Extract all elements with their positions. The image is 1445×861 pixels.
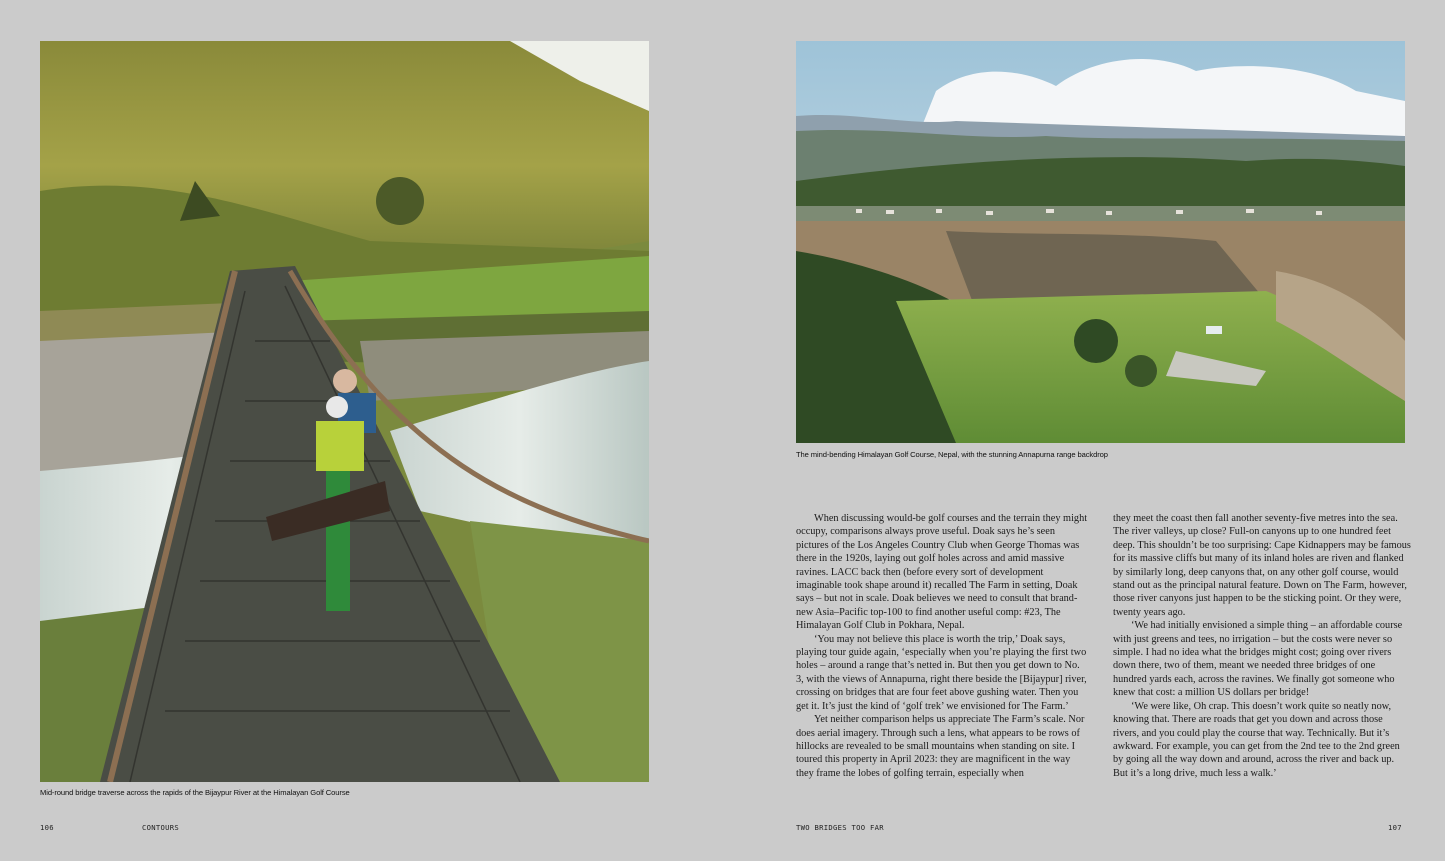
section-title-left: CONTOURS xyxy=(142,823,180,832)
article-paragraph: When discussing would-be golf courses and the terrain they might occupy, comparisons always prove useful. Doak says he’s seen pictures of the Los Angeles Country Club when George Thomas was there in the 1920s, laying out golf holes across and amid massive ravines. LACC back then (before every sort of development imaginable took shape around it) recalled The Farm in setting, Doak says – but not in scale. Doak believes we need to consult that brand-new Asia–Pacific top-100 to find another useful comp: #23, The Himalayan Golf Club in Pokhara, Nepal. xyxy=(796,513,1088,632)
bridge-river-illustration xyxy=(40,41,649,782)
article-paragraph: Yet neither comparison helps us appreciate The Farm’s scale. Nor does aerial imagery. Through such a lens, what appears to be rows of hillocks are revealed to be small mountains when standing on site. I toured this property in April 2023: they are magnificent in the way they frame the lobes of golfing terrain, especially when xyxy=(796,714,1085,779)
page-number-left: 106 xyxy=(40,823,54,832)
article-paragraph: ‘We were like, Oh crap. This doesn’t work quite so neatly now, knowing that. There are roads that get you down and across those rivers, and you could play the course that way. Technically. But it’s awkward. For example, you can get from the 2nd tee to the 2nd green by going all the way down and around, across the river and back up. But it’s a long drive, much less a walk.’ xyxy=(1113,700,1400,779)
article-paragraph: ‘You may not believe this place is worth the trip,’ Doak says, playing tour guide again, ‘especially when you’re playing the first two holes – around a range that’s netted in. But then you get down to No. 3, with the views of Annapurna, right there beside the [Bijaypur] river, crossing on bridges that are four feet above gushing water. Then you get it. It’s just the kind of ‘golf trek’ we envisioned for The Farm.’ xyxy=(796,633,1087,712)
right-photo-caption: The mind-bending Himalayan Golf Course, Nepal, with the stunning Annapurna range backdrop xyxy=(796,450,1108,459)
left-photo-caption: Mid-round bridge traverse across the rapids of the Bijaypur River at the Himalayan Golf Course xyxy=(40,788,350,797)
article-paragraph: they meet the coast then fall another seventy-five metres into the sea. The river valleys, up close? Full-on canyons up to one hundred feet deep. This shouldn’t be too surprising: Cape Kidnappers may be famous for its massive cliffs but many of its inland holes are riven and flanked by similarly long, deep canyons that, on any other golf course, would stand out as the principal natural feature. Down on The Farm, however, those river canyons just happen to be the sticking point. Or they were, twenty years ago. xyxy=(1113,513,1411,618)
article-paragraph: ‘We had initially envisioned a simple thing – an affordable course with just greens and tees, no irrigation – but the costs were never so simple. I had no idea what the bridges might cost; going over rivers down there, two of them, meant we needed three bridges of one hundred yards each, across the ravines. We finally got someone who knew that cost: a million US dollars per bridge! xyxy=(1113,620,1403,699)
canyon-mountain-photo xyxy=(796,41,1405,443)
bridge-river-photo xyxy=(40,41,649,782)
canyon-mountain-illustration xyxy=(796,41,1405,443)
article-column-1 xyxy=(796,512,1088,780)
page-number-right: 107 xyxy=(1388,823,1402,832)
article-column-2 xyxy=(1113,512,1411,780)
section-title-right: TWO BRIDGES TOO FAR xyxy=(796,823,884,832)
